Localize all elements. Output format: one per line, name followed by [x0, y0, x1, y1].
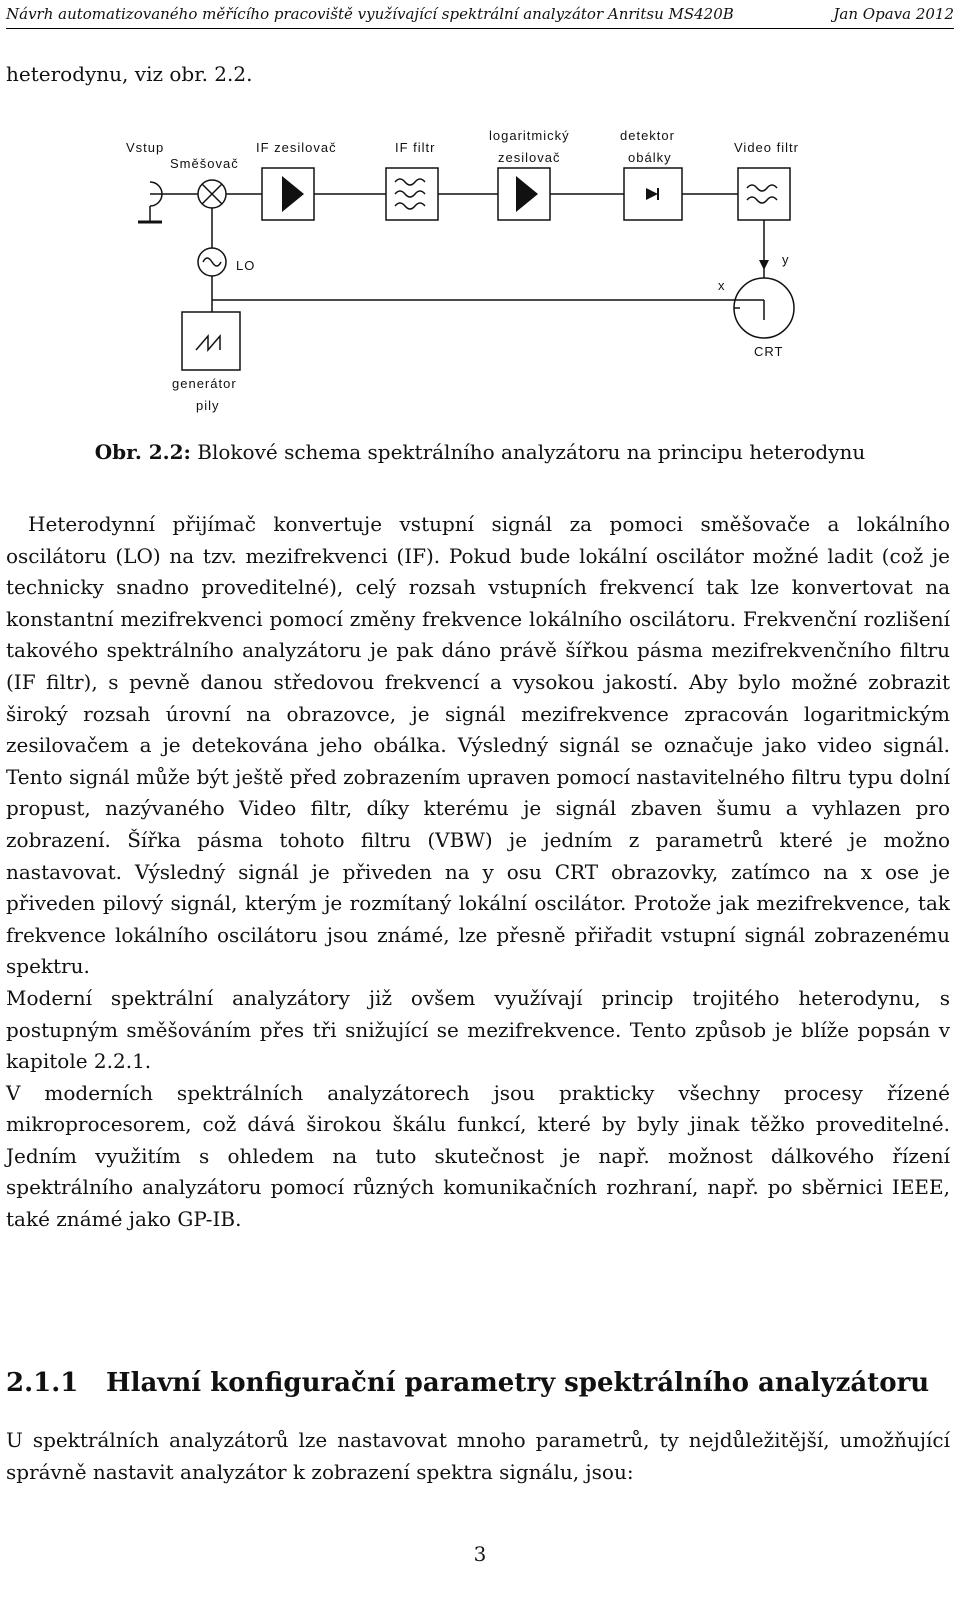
saw-generator-block — [182, 312, 240, 370]
arrow-to-crt — [759, 260, 769, 270]
label-log-amp-1: logaritmický — [489, 128, 570, 143]
section-title: Hlavní konfigurační parametry spektrálního analyzátoru — [106, 1368, 930, 1398]
label-if-filter: IF filtr — [395, 140, 436, 155]
if-amplifier-triangle — [282, 176, 304, 212]
body-paragraphs — [6, 509, 950, 1236]
label-video-filter: Video filtr — [734, 140, 799, 155]
header-title: Návrh automatizovaného měřícího pracoviště využívající spektrální analyzátor Anritsu MS420B — [6, 5, 734, 23]
label-generator-2: pily — [196, 398, 220, 413]
paragraph-1: Heterodynní přijímač konvertuje vstupní signál za pomoci směšovače a lokálního oscilátoru (LO) na tzv. mezifrekvenci (IF). Pokud bude lokální oscilátor možné ladit (což je technicky snadno proveditelné), celý rozsah vstupních frekvencí tak lze konvertovat na konstantní mezifrekvenci pomocí změny frekvence lokálního oscilátoru. Frekvenční rozlišení takového spektrálního analyzátoru je pak dáno právě šířkou pásma mezifrekvenčního filtru (IF filtr), s pevně danou středovou frekvencí a vysokou jakostí. Aby bylo možné zobrazit široký rozsah úrovní na obrazovce, je signál mezifrekvence zpracován logaritmickým zesilovačem a je detekována jeho obálka. Výsledný signál se označuje jako video signál. Tento signál může být ještě před zobrazením upraven pomocí nastavitelného filtru typu dolní propust, nazývaného Video filtr, díky kterému je signál zbaven šumu a vyhlazen pro zobrazení. Šířka pásma tohoto filtru (VBW) je jedním z parametrů které je možno nastavovat. Výsledný signál je přiveden na y osu CRT obrazovky, zatímco na x ose je přiveden pilový signál, kterým je rozmítaný lokální oscilátor. Protože jak mezifrekvence, tak frekvence lokálního oscilátoru jsou známé, lze přesně přiřadit vstupní signál zobrazenému spektru. — [6, 512, 950, 979]
figure-caption-text: Blokové schema spektrálního analyzátoru na principu heterodynu — [190, 440, 866, 464]
header-author: Jan Opava 2012 — [833, 5, 954, 23]
block-diagram — [0, 110, 960, 425]
if-filter-block — [386, 168, 438, 220]
figure-caption — [0, 440, 960, 464]
diode-symbol — [646, 188, 658, 200]
figure-caption-label: Obr. 2.2: — [94, 440, 191, 464]
label-x: x — [718, 278, 726, 293]
paragraph-4: U spektrálních analyzátorů lze nastavovat mnoho parametrů, ty nejdůležitější, umožňující správně nastavit analyzátor k zobrazení spektra signálu, jsou: — [6, 1428, 950, 1484]
section-number: 2.1.1 — [6, 1368, 79, 1398]
label-mixer: Směšovač — [170, 156, 239, 171]
label-y: y — [782, 252, 790, 267]
label-crt: CRT — [754, 344, 784, 359]
running-header — [6, 0, 954, 29]
label-if-amp: IF zesilovač — [256, 140, 337, 155]
paragraph-2: Moderní spektrální analyzátory již ovšem využívají princip trojitého heterodynu, s postupným směšováním přes tři snižující se mezifrekvence. Tento způsob je blíže popsán v kapitole 2.2.1. — [6, 985, 950, 1074]
video-filter-block — [738, 168, 790, 220]
label-lo: LO — [236, 258, 256, 273]
label-log-amp-2: zesilovač — [498, 150, 561, 165]
label-generator-1: generátor — [172, 376, 237, 391]
page-number: 3 — [473, 1542, 487, 1566]
log-amplifier-triangle — [516, 176, 538, 212]
section-heading — [6, 1368, 929, 1398]
paragraph-3: V moderních spektrálních analyzátorech jsou prakticky všechny procesy řízené mikroprocesorem, což dává širokou škálu funkcí, které by byly jinak těžko proveditelné. Jedním využitím s ohledem na tuto skutečnost je např. možnost dálkového řízení spektrálního analyzátoru pomocí různých komunikačních rozhraní, např. po sběrnici IEEE, také známé jako GP-IB. — [6, 1080, 950, 1232]
label-vstup: Vstup — [126, 140, 165, 155]
label-detector-1: detektor — [620, 128, 675, 143]
label-detector-2: obálky — [628, 150, 672, 165]
lead-line: heterodynu, viz obr. 2.2. — [6, 62, 253, 86]
